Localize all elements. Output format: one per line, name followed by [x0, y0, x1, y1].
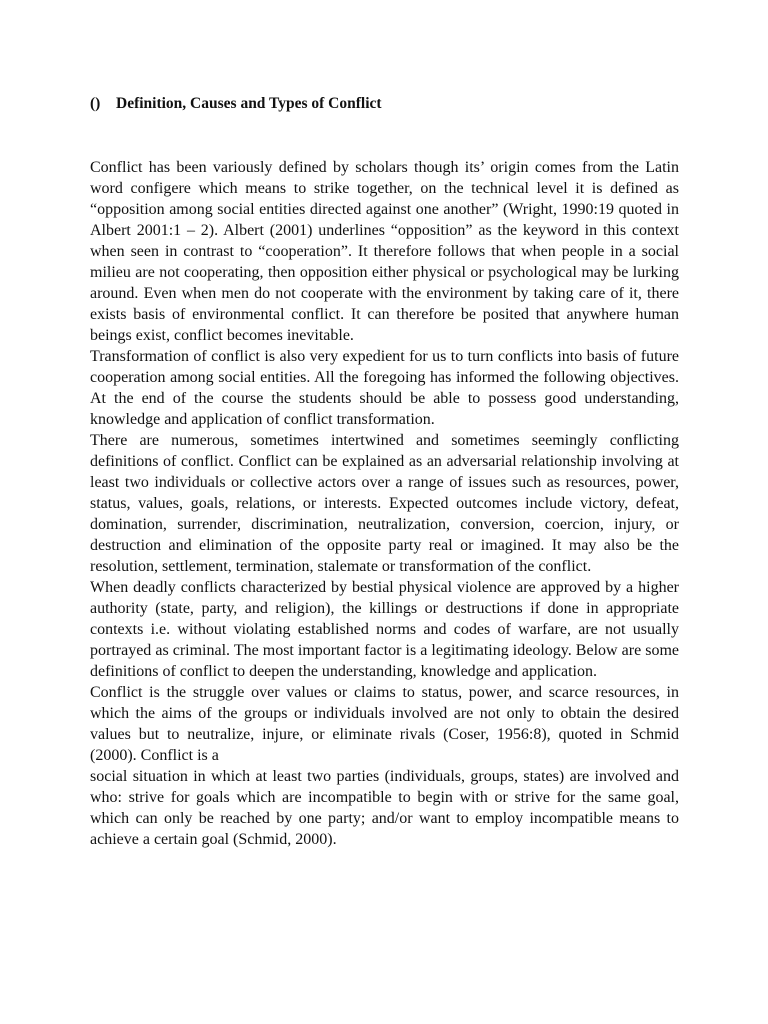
- paragraph-numerous-definitions: There are numerous, sometimes intertwined and sometimes seemingly conflicting definitions of conflict. Conflict can be explained as an adversarial relationship involving at least two individuals or collective actors over a range of issues such as resources, power, status, values, goals, relations, or interests. Expected outcomes include victory, defeat, domination, surrender, discrimination, neutralization, conversion, coercion, injury, or destruction and elimination of the opposite party real or imagined. It may also be the resolution, settlement, termination, stalemate or transformation of the conflict.: [90, 432, 679, 575]
- document-page: [90, 93, 679, 850]
- paragraph-struggle: Conflict is the struggle over values or claims to status, power, and scarce resources, in which the aims of the groups or individuals involved are not only to obtain the desired values but to neutralize, injure, or eliminate rivals (Coser, 1956:8), quoted in Schmid (2000). Conflict is a: [90, 684, 679, 764]
- paragraph-definition: Conflict has been variously defined by scholars though its’ origin comes from the Latin word configere which means to strike together, on the technical level it is defined as “opposition among social entities directed against one another” (Wright, 1990:19 quoted in Albert 2001:1 – 2). Albert (2001) underlines “opposition” as the keyword in this context when seen in contrast to “cooperation”. It therefore follows that when people in a social milieu are not cooperating, then opposition either physical or psychological may be lurking around. Even when men do not cooperate with the environment by taking care of it, there exists basis of environmental conflict. It can therefore be posited that anywhere human beings exist, conflict becomes inevitable.: [90, 159, 679, 344]
- heading-number: (): [90, 95, 101, 112]
- paragraph-transformation: Transformation of conflict is also very expedient for us to turn conflicts into basis of future cooperation among social entities. All the foregoing has informed the following objectives. At the end of the course the students should be able to possess good understanding, knowledge and application of conflict transformation.: [90, 348, 679, 428]
- heading-title: Definition, Causes and Types of Conflict: [116, 95, 382, 112]
- paragraph-social-situation: social situation in which at least two parties (individuals, groups, states) are involved and who: strive for goals which are incompatible to begin with or strive for the same goal, which can only be reached by one party; and/or want to employ incompatible means to achieve a certain goal (Schmid, 2000).: [90, 768, 679, 848]
- paragraph-deadly-conflicts: When deadly conflicts characterized by bestial physical violence are approved by a higher authority (state, party, and religion), the killings or destructions if done in appropriate contexts i.e. without violating established norms and codes of warfare, are not usually portrayed as criminal. The most important factor is a legitimating ideology. Below are some definitions of conflict to deepen the understanding, knowledge and application.: [90, 579, 679, 680]
- section-heading: [90, 93, 679, 114]
